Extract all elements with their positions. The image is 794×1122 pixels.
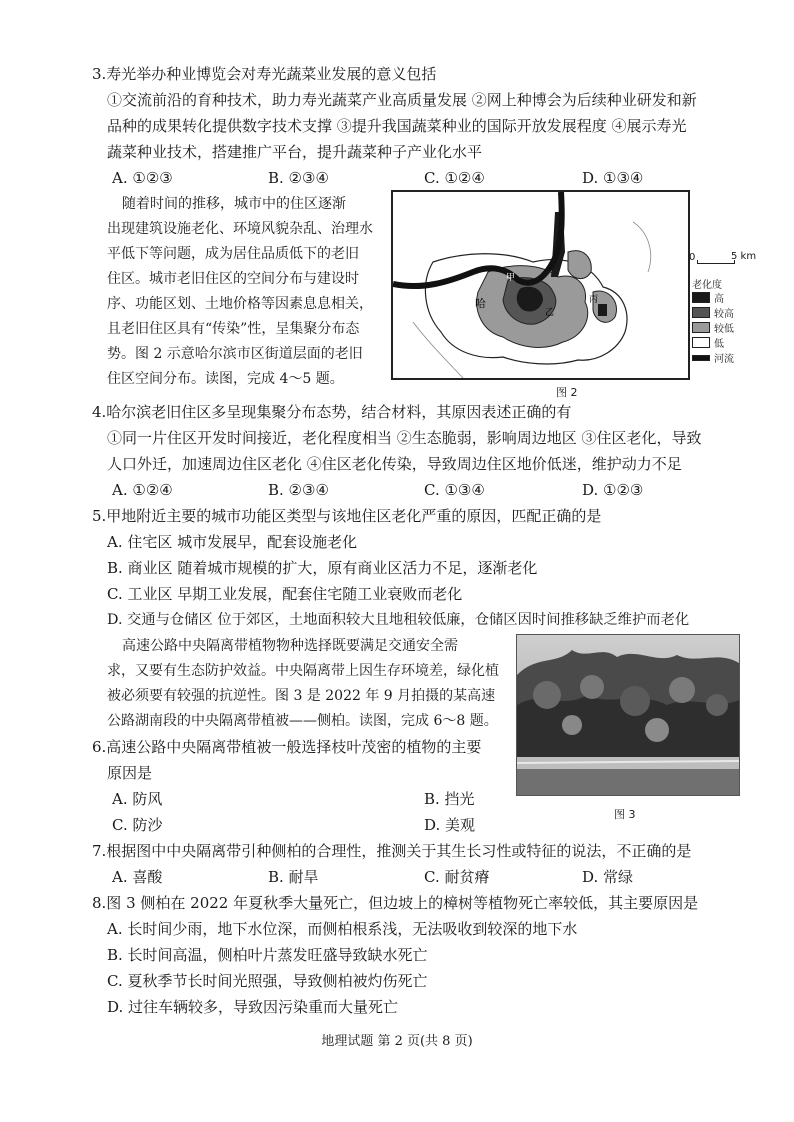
q6-option-b: B. 挡光: [424, 790, 475, 808]
label-ha: 哈: [475, 297, 486, 310]
q7-stem: 7.根据图中中央隔离带引种侧柏的合理性，推测关于其生长习性或特征的说法，不正确的是: [92, 842, 692, 860]
q3-option-b: B. ②③④: [268, 169, 329, 187]
q5-option-b: B. 商业区 随着城市规模的扩大，原有商业区活力不足，逐渐老化: [107, 559, 538, 577]
q3-line1: ①交流前沿的育种技术，助力寿光蔬菜产业高质量发展 ②网上种博会为后续种业研发和新: [107, 91, 697, 109]
harbin-map: [393, 192, 688, 378]
q6-stem-cont: 原因是: [107, 764, 153, 782]
passage1-line: 势。图 2 示意哈尔滨市区街道层面的老旧: [107, 346, 363, 362]
q8-option-a: A. 长时间少雨，地下水位深，而侧柏根系浅，无法吸收到较深的地下水: [107, 920, 578, 938]
q3-stem: 3.寿光举办种业博览会对寿光蔬菜业发展的意义包括: [92, 65, 437, 83]
label-bing: 丙: [589, 295, 599, 305]
q3-line3: 蔬菜种业技术，搭建推广平台，提升蔬菜种子产业化水平: [107, 143, 483, 161]
q8-option-c: C. 夏秋季节长时间光照强，导致侧柏被灼伤死亡: [107, 972, 428, 990]
passage2-line: 高速公路中央隔离带植物物种选择既要满足交通安全需: [122, 638, 458, 654]
median-vegetation-photo: [517, 635, 739, 795]
q4-line2: 人口外迁，加速周边住区老化 ④住区老化传染，导致周边住区地价低迷，维护动力不足: [107, 455, 682, 473]
scale-zero: 0: [689, 252, 696, 263]
figure-3-caption: 图 3: [614, 808, 636, 821]
passage2-line: 求，又要有生态防护效益。中央隔离带上因生存环境差，绿化植: [107, 663, 499, 679]
figure-3-photo: [516, 634, 740, 796]
legend-swatch: [692, 337, 710, 348]
q7-option-d: D. 常绿: [582, 868, 634, 886]
q8-stem: 8.图 3 侧柏在 2022 年夏秋季大量死亡，但边坡上的樟树等植物死亡率较低，其主要原因是: [92, 894, 699, 912]
legend-label: 较低: [714, 324, 734, 335]
legend-swatch: [692, 292, 710, 303]
q6-option-c: C. 防沙: [112, 816, 163, 834]
q8-option-b: B. 长时间高温，侧柏叶片蒸发旺盛导致缺水死亡: [107, 946, 428, 964]
area-high-aging-east: [598, 304, 607, 316]
q6-option-a: A. 防风: [112, 790, 163, 808]
passage1-line: 随着时间的推移，城市中的住区逐渐: [122, 196, 346, 212]
q7-option-b: B. 耐旱: [268, 868, 319, 886]
legend-swatch: [692, 355, 710, 361]
passage1-line: 平低下等问题，成为居住品质低下的老旧: [107, 246, 359, 262]
figure-2-caption: 图 2: [556, 386, 578, 399]
q4-stem: 4.哈尔滨老旧住区多呈现集聚分布态势，结合材料，其原因表述正确的有: [92, 403, 572, 421]
page-footer: 地理试题 第 2 页(共 8 页): [321, 1034, 473, 1049]
legend-item-river: [692, 350, 734, 365]
passage1-line: 住区。城市老旧住区的空间分布与建设时: [107, 271, 359, 287]
q7-option-c: C. 耐贫瘠: [424, 868, 490, 886]
q3-option-a: A. ①②③: [112, 169, 173, 187]
q6-stem: 6.高速公路中央隔离带植被一般选择枝叶茂密的植物的主要: [92, 738, 482, 756]
figure-2-map: [391, 190, 690, 380]
scale-line: [697, 260, 735, 264]
legend-item-lower: [692, 320, 734, 335]
q5-option-d: D. 交通与仓储区 位于郊区，土地面积较大且地租较低廉，仓储区因时间推移缺乏维护而老化: [107, 612, 690, 628]
passage1-line: 序、功能区划、土地价格等因素息息相关，: [107, 296, 373, 312]
passage2-line: 公路湖南段的中央隔离带植被——侧柏。读图，完成 6～8 题。: [107, 713, 498, 729]
legend-title: 老化度: [692, 280, 722, 291]
passage2-line: 被必须要有较强的抗逆性。图 3 是 2022 年 9 月拍摄的某高速: [107, 688, 496, 704]
q5-option-a: A. 住宅区 城市发展早，配套设施老化: [107, 533, 358, 551]
legend-label: 较高: [714, 309, 734, 320]
legend-label: 低: [714, 339, 724, 350]
legend-label: 高: [714, 294, 724, 305]
q3-option-c: C. ①②④: [424, 169, 485, 187]
area-lower-aging-north: [568, 251, 591, 279]
passage1-line: 出现建筑设施老化、环境风貌杂乱、治理水: [107, 221, 373, 237]
q4-option-b: B. ②③④: [268, 481, 329, 499]
q4-line1: ①同一片住区开发时间接近，老化程度相当 ②生态脆弱，影响周边地区 ③住区老化，导致: [107, 429, 702, 447]
legend-label: 河流: [714, 354, 734, 365]
legend-item-low: [692, 335, 724, 350]
legend-swatch: [692, 307, 710, 318]
q5-stem: 5.甲地附近主要的城市功能区类型与该地住区老化严重的原因，匹配正确的是: [92, 507, 602, 525]
q4-option-a: A. ①②④: [112, 481, 173, 499]
q4-option-c: C. ①③④: [424, 481, 485, 499]
passage1-line: 住区空间分布。读图，完成 4～5 题。: [107, 371, 344, 387]
label-jia: 甲: [506, 273, 516, 283]
q6-option-d: D. 美观: [424, 816, 476, 834]
legend-swatch: [692, 322, 710, 333]
legend-item-higher: [692, 305, 734, 320]
q8-option-d: D. 过往车辆较多，导致因污染重而大量死亡: [107, 998, 399, 1016]
q4-option-d: D. ①②③: [582, 481, 644, 499]
district-line: [633, 222, 651, 272]
q3-line2: 品种的成果转化提供数字技术支撑 ③提升我国蔬菜种业的国际开放发展程度 ④展示寿光: [107, 117, 687, 135]
legend-item-high: [692, 290, 724, 305]
label-yi: 乙: [545, 308, 555, 318]
q5-option-c: C. 工业区 早期工业发展，配套住宅随工业衰败而老化: [107, 585, 463, 603]
q3-option-d: D. ①③④: [582, 169, 644, 187]
passage1-line: 且老旧住区具有“传染”性，呈集聚分布态: [107, 321, 360, 337]
q7-option-a: A. 喜酸: [112, 868, 163, 886]
scale-label: 5 km: [731, 251, 757, 262]
